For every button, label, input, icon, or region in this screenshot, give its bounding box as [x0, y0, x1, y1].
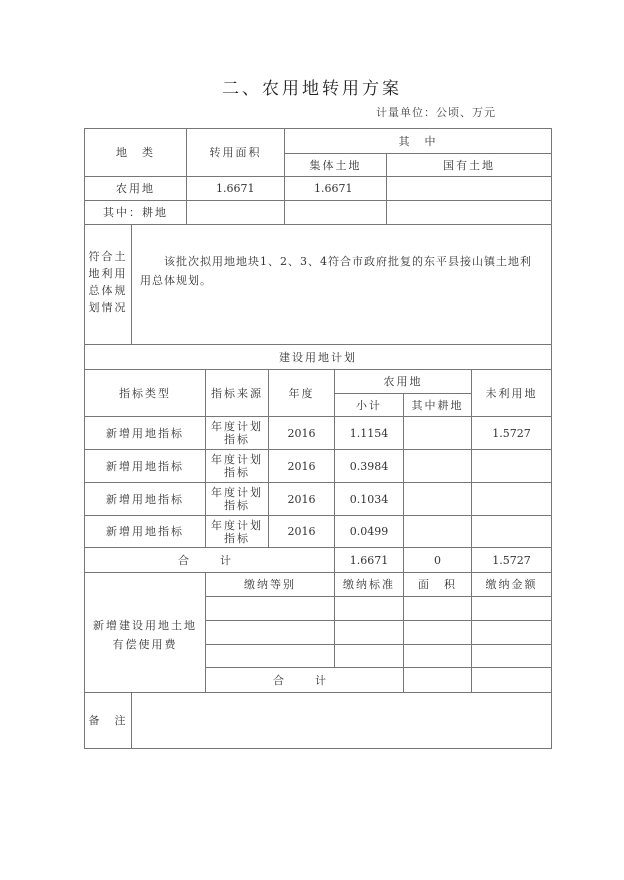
fee-total-label: 合 计 — [273, 673, 336, 687]
table-row-subtotal: 0.0499 — [349, 525, 389, 538]
table-row-unused: 1.5727 — [492, 426, 531, 440]
grid-line — [131, 692, 132, 748]
table-row-year: 2016 — [287, 459, 316, 473]
land-type-header: 地 类 — [116, 146, 155, 159]
subtotal-header: 小计 — [356, 398, 382, 412]
cultivated-state — [387, 201, 551, 224]
table-row-cultivated — [404, 483, 471, 515]
grid-line — [131, 224, 132, 344]
table-row-type: 新增用地指标 — [106, 459, 184, 473]
of-which-header: 其 中 — [398, 134, 438, 148]
table-row-subtotal: 0.1034 — [349, 492, 389, 506]
table-row-year: 2016 — [287, 492, 316, 506]
grid-line — [205, 644, 551, 645]
table-border-right — [551, 128, 552, 749]
cultivated-header: 其中耕地 — [411, 398, 464, 412]
table-row-unused — [472, 483, 551, 515]
remarks-content — [140, 693, 550, 748]
unused-land-header: 未利用地 — [485, 386, 538, 400]
fee-area-header: 面 积 — [418, 578, 457, 591]
farmland-label: 农用地 — [116, 182, 155, 195]
plan-total-subtotal: 1.6671 — [349, 553, 389, 567]
page-title: 二、农用地转用方案 — [222, 79, 402, 99]
table-row-type: 新增用地指标 — [106, 492, 184, 506]
table-row-source: 年度计划指标 — [211, 518, 263, 545]
fee-grade-header: 缴纳等别 — [244, 578, 296, 591]
fee-standard-header: 缴纳标准 — [343, 578, 395, 591]
planning-compliance-content: 该批次拟用地地块1、2、3、4符合市政府批复的东平县接山镇土地利用总体规划。 — [140, 255, 532, 287]
farmland-area: 1.6671 — [216, 182, 255, 195]
construction-plan-title: 建设用地计划 — [279, 350, 357, 364]
plan-total-unused: 1.5727 — [492, 553, 531, 567]
table-row-type: 新增用地指标 — [106, 525, 184, 538]
indicator-source-header: 指标来源 — [211, 386, 263, 400]
table-row-source: 年度计划指标 — [211, 486, 263, 512]
grid-line — [205, 620, 551, 621]
table-row-unused — [472, 516, 551, 547]
plan-total-label: 合 计 — [178, 553, 241, 567]
table-row-year: 2016 — [287, 426, 316, 440]
table-row-subtotal: 1.1154 — [349, 426, 389, 440]
remarks-label: 备 注 — [88, 714, 128, 727]
table-row-cultivated — [404, 516, 471, 547]
conversion-area-header: 转用面积 — [209, 146, 262, 159]
farmland-state — [387, 177, 551, 200]
grid-line — [84, 224, 551, 225]
cultivated-label: 其中：耕地 — [103, 206, 168, 219]
state-land-header: 国有土地 — [443, 158, 495, 172]
table-border-bottom — [84, 748, 552, 749]
farmland-header: 农用地 — [383, 375, 423, 388]
table-row-cultivated — [404, 417, 471, 449]
planning-compliance-label: 符合土地利用总体规划情况 — [88, 250, 128, 314]
table-row-unused — [472, 450, 551, 482]
grid-line — [205, 596, 551, 597]
table-row-source: 年度计划指标 — [211, 453, 263, 479]
collective-land-header: 集体土地 — [309, 158, 362, 172]
unit-note: 计量单位：公顷、万元 — [376, 106, 496, 119]
table-row-type: 新增用地指标 — [106, 426, 184, 440]
cultivated-area — [187, 201, 284, 224]
plan-total-cultivated: 0 — [434, 553, 441, 567]
table-row-source: 年度计划指标 — [211, 420, 263, 446]
paid-use-fee-label: 新增建设用地土地有偿使用费 — [93, 619, 197, 651]
table-row-cultivated — [404, 450, 471, 482]
fee-amount-header: 缴纳金额 — [485, 578, 538, 591]
farmland-collective: 1.6671 — [314, 182, 353, 195]
year-header: 年度 — [288, 386, 315, 400]
cultivated-collective — [285, 201, 386, 224]
indicator-type-header: 指标类型 — [119, 386, 171, 400]
table-row-year: 2016 — [287, 525, 316, 538]
table-row-subtotal: 0.3984 — [349, 459, 389, 473]
